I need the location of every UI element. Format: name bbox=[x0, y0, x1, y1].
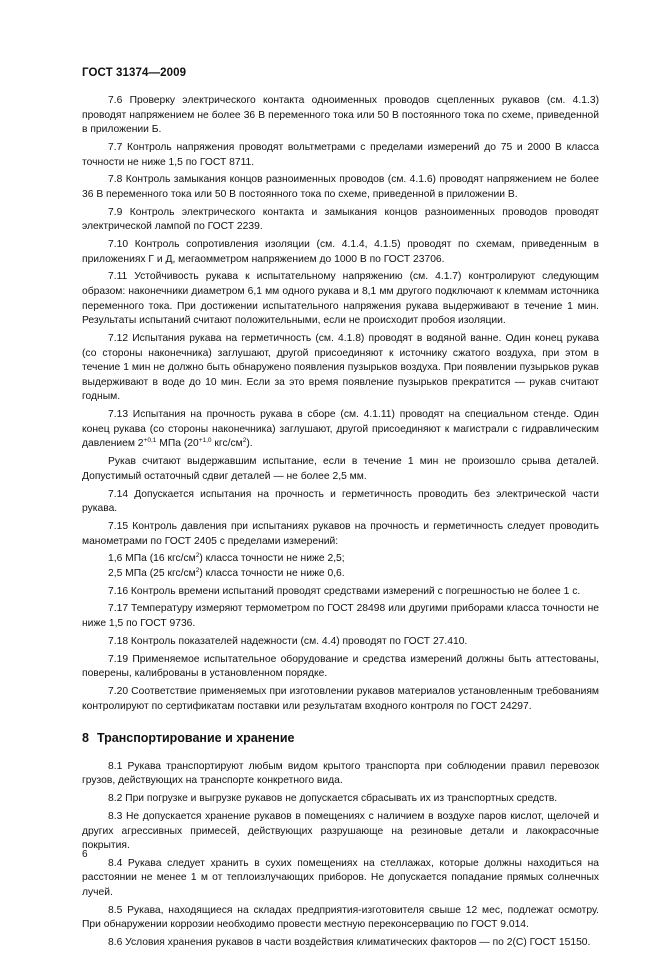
paragraph-7-8: 7.8 Контроль замыкания концов разноименных проводов (см. 4.1.6) проводят напряжением не более 36 В переменного тока или 50 В постоянного тока по схеме, приведенной в приложении В. bbox=[82, 174, 599, 200]
list-2-text-b: ) класса точности не ниже 0,6. bbox=[199, 567, 345, 579]
paragraph-7-6: 7.6 Проверку электрического контакта одноименных проводов сцепленных рукавов (см. 4.1.3) проводят напряжением не более 36 В переменного тока или 50 В постоянного тока по схеме, приведенной в приложении Б. bbox=[82, 95, 599, 136]
p7-13-text-b: МПа (20 bbox=[156, 438, 199, 450]
paragraph-7-12: 7.12 Испытания рукава на герметичность (см. 4.1.8) проводят в водяной ванне. Один конец рукава (со стороны наконечника) заглушают, другой присоединяют к источнику сжатого воздуха, при этом в течение 1 мин не должно быть обнаружено появления пузырьков воздуха. При появлении пузырьков рукав выдерживают в воде до 10 мин. Если за это время появление пузырьков прекратится — рукав считают годным. bbox=[82, 333, 599, 403]
section-8-heading bbox=[82, 731, 599, 746]
list-item-manometer-1 bbox=[82, 552, 599, 567]
paragraph-7-11: 7.11 Устойчивость рукава к испытательному напряжению (см. 4.1.7) контролируют следующим образом: наконечники диаметром 6,1 мм одного рукава и 8,1 мм другого подключают к клеммам источника переменного тока. При достижении испытательного напряжения рукава выдерживают в течение 1 мин. Результаты испытаний считают положительными, если не происходит пробоя изоляции. bbox=[82, 271, 599, 327]
paragraph-7-19: 7.19 Применяемое испытательное оборудование и средства измерений должны быть аттестованы, поверены, калиброваны в установленном порядке. bbox=[82, 653, 599, 680]
paragraph-7-18: 7.18 Контроль показателей надежности (см. 4.4) проводят по ГОСТ 27.410. bbox=[108, 635, 468, 647]
p7-13-text-a: 7.13 Испытания на прочность рукава в сборе (см. 4.1.11) проводят на специальном стенде. Один конец рукава (со стороны наконечника) заглушают, другой присоединяют к магистрали с гидравлическим давлением 2 bbox=[82, 409, 599, 450]
list-1-text-a: 1,6 МПа (16 кгс/см bbox=[108, 553, 196, 565]
paragraph-7-7: 7.7 Контроль напряжения проводят вольтметрами с пределами измерений до 75 и 2000 В класса точности не ниже 1,5 по ГОСТ 8711. bbox=[82, 141, 599, 168]
p7-13-sup-3: 2 bbox=[242, 437, 247, 445]
paragraph-7-16: 7.16 Контроль времени испытаний проводят средствами измерений с погрешностью не более 1 с. bbox=[108, 585, 581, 597]
paragraph-8-2: 8.2 При погрузке и выгрузке рукавов не допускается сбрасывать их из транспортных средств. bbox=[108, 793, 558, 805]
section-8-number: 8 bbox=[82, 731, 89, 746]
paragraph-7-20: 7.20 Соответствие применяемых при изготовлении рукавов материалов установленным требованиям контролируют по сертификатам поставки или результатам входного контроля по ГОСТ 24297. bbox=[82, 685, 599, 712]
paragraph-8-3: 8.3 Не допускается хранение рукавов в помещениях с наличием в воздухе паров кислот, щелочей и других агрессивных примесей, действующих разрушающе на резиновые детали и лакокрасочные покрытия. bbox=[82, 810, 599, 852]
p7-13-text-c: кгс/см bbox=[211, 438, 243, 450]
paragraph-7-9: 7.9 Контроль электрического контакта и замыкания концов разноименных проводов проводят электрической лампой по ГОСТ 2239. bbox=[82, 206, 599, 233]
document-body bbox=[82, 94, 599, 954]
paragraph-8-6: 8.6 Условия хранения рукавов в части воздействия климатических факторов — по 2(С) ГОСТ 15150. bbox=[108, 937, 591, 949]
paragraph-8-4: 8.4 Рукава следует хранить в сухих помещениях на стеллажах, которые должны находиться на расстоянии не менее 1 м от теплоизлучающих приборов. Не допускается попадание прямых солнечных лучей. bbox=[82, 857, 599, 899]
list-1-sup: 2 bbox=[195, 552, 200, 560]
page-number: 6 bbox=[82, 849, 88, 860]
section-8-title: Транспортирование и хранение bbox=[96, 731, 295, 746]
paragraph-7-10: 7.10 Контроль сопротивления изоляции (см. 4.1.4, 4.1.5) проводят по схемам, приведенным в приложениях Г и Д, мегаомметром напряжением до 1000 В по ГОСТ 23706. bbox=[82, 239, 599, 265]
paragraph-7-13 bbox=[82, 408, 599, 452]
list-2-text-a: 2,5 МПа (25 кгс/см bbox=[108, 567, 196, 579]
list-1-text-b: ) класса точности не ниже 2,5; bbox=[199, 553, 345, 565]
paragraph-7-14: 7.14 Допускается испытания на прочность и герметичность проводить без электрической части рукава. bbox=[82, 488, 599, 515]
list-2-sup: 2 bbox=[195, 566, 200, 574]
paragraph-7-17: 7.17 Температуру измеряют термометром по ГОСТ 28498 или другими приборами класса точности не ниже 1,5 по ГОСТ 9736. bbox=[82, 603, 599, 630]
list-item-manometer-2 bbox=[82, 567, 599, 582]
paragraph-8-1: 8.1 Рукава транспортируют любым видом крытого транспорта при соблюдении правил перевозок грузов, действующих на транспорте конкретного вида. bbox=[82, 760, 599, 787]
paragraph-8-5: 8.5 Рукава, находящиеся на складах предприятия-изготовителя свыше 12 мес, подлежат осмотру. При обнаружении коррозии необходимо провести местную переконсервацию по ГОСТ 9.014. bbox=[82, 904, 599, 931]
p7-13-sup-1: +0,1 bbox=[143, 437, 157, 445]
paragraph-rukav-result: Рукав считают выдержавшим испытание, если в течение 1 мин не произошло срыва деталей. Допустимый остаточный сдвиг деталей — не более 2,5 мм. bbox=[82, 456, 599, 482]
standard-header: ГОСТ 31374—2009 bbox=[82, 67, 187, 79]
p7-13-sup-2: +1,0 bbox=[198, 437, 212, 445]
p7-13-text-d: ). bbox=[246, 438, 253, 450]
paragraph-7-15: 7.15 Контроль давления при испытаниях рукавов на прочность и герметичность следует проводить манометрами по ГОСТ 2405 с пределами измерений: bbox=[82, 520, 599, 547]
